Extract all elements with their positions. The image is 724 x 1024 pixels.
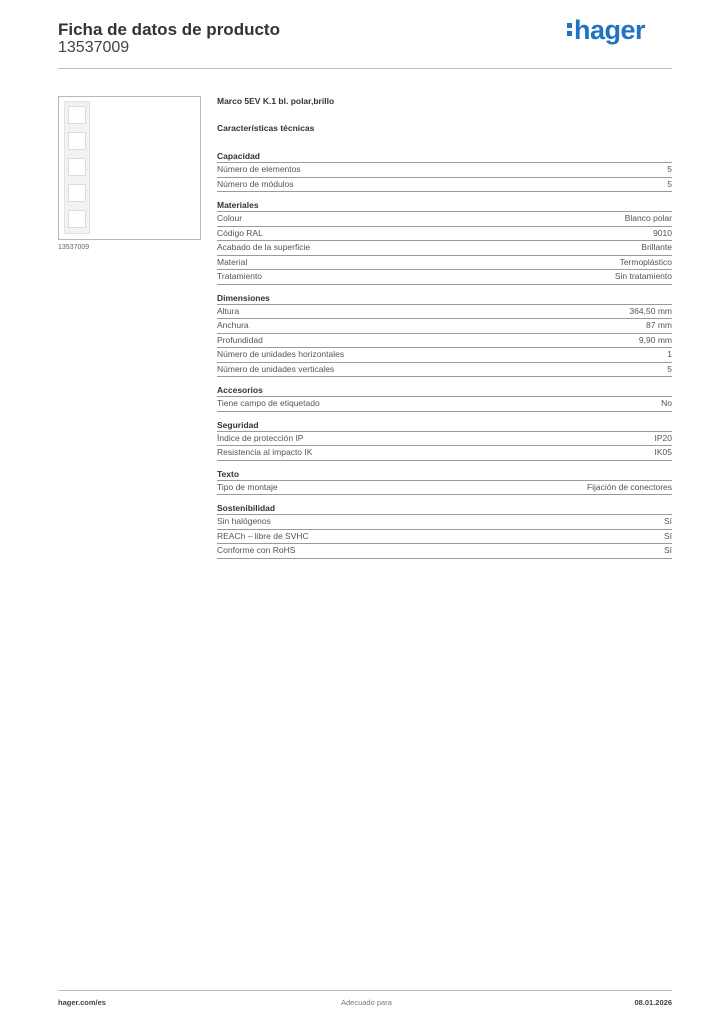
spec-label: Acabado de la superficie [217,242,311,252]
spec-row [217,347,672,362]
spec-label: Índice de protección IP [217,432,304,443]
footer-date: 08.01.2026 [634,998,672,1007]
spec-label: Anchura [217,320,249,330]
spec-label: Profundidad [217,334,263,345]
spec-group-title: Dimensiones [217,292,270,303]
spec-value: 5 [667,178,672,189]
spec-value: 1 [667,349,672,359]
spec-row [217,333,672,348]
specs-heading: Características técnicas [217,123,315,133]
frame-slot [68,184,86,202]
spec-group [217,149,672,192]
spec-row [217,240,672,255]
spec-value: 364,50 mm [629,305,672,316]
spec-row [217,514,672,529]
spec-value: 9010 [653,227,672,238]
spec-rows [217,211,672,285]
header-divider [58,68,672,69]
spec-group-title: Capacidad [217,151,260,161]
footer-website[interactable]: hager.com/es [58,998,106,1007]
spec-value: Sí [663,516,672,526]
spec-label: Código RAL [217,227,263,238]
spec-sheet [217,96,672,559]
product-number: 13537009 [58,39,130,56]
spec-row [217,211,672,226]
hager-logo [567,15,645,46]
image-caption: 13537009 [58,244,90,251]
spec-label: Altura [217,305,240,316]
spec-value: Termoplástico [619,256,672,267]
frame-slot [68,132,86,150]
spec-value: Sin tratamiento [614,271,672,281]
spec-value: No [661,398,672,408]
logo-dots-icon [567,20,572,39]
spec-row [217,543,672,559]
spec-group [217,501,672,559]
spec-label: Número de unidades horizontales [217,349,345,359]
spec-value: 5 [667,164,672,174]
spec-group [217,467,672,496]
spec-value: IP20 [654,432,672,443]
spec-value: Sí [663,545,672,555]
spec-label: Tratamiento [217,271,263,281]
spec-group-title: Materiales [217,200,259,210]
spec-group [217,383,672,412]
spec-label: Conforme con RoHS [217,545,296,555]
spec-rows [217,480,672,496]
spec-rows [217,514,672,559]
spec-row [217,362,672,378]
spec-rows [217,396,672,412]
spec-group-title: Accesorios [217,385,263,395]
frame-illustration [64,101,90,234]
spec-row [217,445,672,461]
spec-rows [217,162,672,192]
spec-rows [217,304,672,378]
spec-value: Sí [663,530,672,541]
spec-label: Tiene campo de etiquetado [217,398,320,408]
spec-value: IK05 [654,447,672,457]
spec-label: Número de unidades verticales [217,363,335,374]
spec-label: Número de módulos [217,178,294,189]
frame-slot [68,106,86,124]
spec-row [217,529,672,544]
spec-row [217,431,672,446]
spec-value: Blanco polar [624,213,672,223]
spec-label: Resistencia al impacto IK [217,447,313,457]
spec-group-title: Texto [217,468,240,479]
product-image [58,96,201,240]
spec-label: Tipo de montaje [217,481,278,492]
spec-value: Brillante [641,242,672,252]
spec-rows [217,431,672,461]
spec-row [217,255,672,270]
spec-group-title: Sostenibilidad [217,503,276,513]
spec-row [217,269,672,285]
spec-group-title: Seguridad [217,419,259,430]
spec-label: Número de elementos [217,164,301,174]
spec-row [217,396,672,412]
footer-divider [58,990,672,991]
spec-row [217,177,672,193]
spec-groups [217,149,672,559]
logo-text: hager [574,15,646,45]
frame-slot [68,210,86,228]
spec-value: Fijación de conectores [586,481,672,492]
spec-row [217,304,672,319]
spec-value: 5 [667,363,672,374]
spec-label: Colour [217,213,243,223]
footer-note: Adecuado para [341,998,392,1007]
spec-row [217,226,672,241]
spec-label: Sin halógenos [217,516,271,526]
spec-label: Material [217,256,248,267]
spec-label: REACh – libre de SVHC [217,530,309,541]
spec-row [217,162,672,177]
frame-slot [68,158,86,176]
spec-group [217,198,672,285]
spec-group [217,291,672,378]
spec-value: 9,90 mm [638,334,672,345]
spec-row [217,480,672,496]
page-title: Ficha de datos de producto [58,20,280,39]
spec-value: 87 mm [646,320,672,330]
spec-row [217,318,672,333]
product-name: Marco 5EV K.1 bl. polar,brillo [217,96,335,106]
spec-group [217,418,672,461]
